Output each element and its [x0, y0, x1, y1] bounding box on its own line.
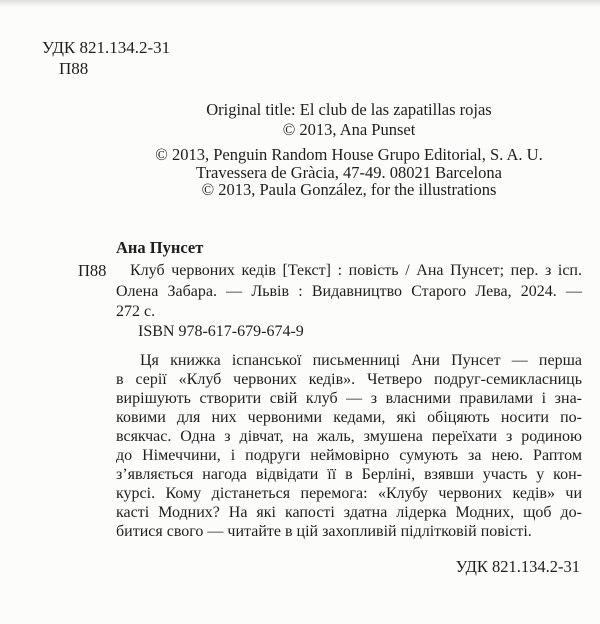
annotation-line: вирішують створити свій клуб — з власними правилами і зна- [116, 390, 582, 407]
annotation-paragraph [116, 351, 582, 541]
publisher-copyright-line: © 2013, Penguin Random House Grupo Editorial, S. A. U. [155, 145, 543, 164]
annotation-line: курсі. Кому дістанеться перемога: «Клубу червоних кедів» чи [116, 485, 582, 502]
annotation-line: касті Модних? На які капості здатна лідерка Модних, щоб до- [116, 504, 582, 521]
original-title-line: Original title: El club de las zapatillas rojas [206, 100, 492, 119]
annotation-line: ковими для них червоними кедами, які обіцяють носити по- [116, 409, 582, 426]
annotation-line: з’являється нагода відвідати її в Берліні, взявши участь у кон- [116, 466, 582, 483]
cip-line: Клуб червоних кедів [Текст] : повість / Ана Пунсет; пер. з ісп. [130, 262, 582, 279]
udk-number: УДК 821.134.2-31 [42, 38, 171, 57]
original-title-block [116, 100, 582, 140]
illustrator-copyright-line: © 2013, Paula González, for the illustrations [201, 180, 497, 199]
cip-author-sign: П88 [78, 261, 107, 280]
author-name: Ана Пунсет [116, 238, 204, 257]
publisher-address-line: Travessera de Gràcia, 47-49. 08021 Barcelona [196, 162, 502, 182]
author-copyright-line: © 2013, Ana Punset [282, 120, 416, 139]
annotation-line: Ця книжка іспанської письменниці Ани Пунсет — перша [140, 352, 582, 369]
isbn: ISBN 978-617-679-674-9 [138, 323, 304, 340]
author-sign-code: П88 [59, 59, 89, 78]
publisher-copyright-block [116, 146, 582, 199]
cip-line: Олена Забара. — Львів : Видавництво Старого Лева, 2024. — [116, 282, 582, 300]
annotation-line: битися свого — читайте в цій захопливій підлітковій повісті. [116, 523, 532, 540]
annotation-line: до Німеччини, і подруги неймовірно сумують за нею. Раптом [116, 447, 582, 464]
catalog-cip-entry [78, 261, 582, 323]
annotation-line: всякчас. Одна з дівчат, на жаль, змушена переїхати з родиною [116, 428, 582, 445]
cip-line: 272 с. [116, 303, 156, 320]
udk-classification-block [42, 37, 170, 79]
annotation-line: в серії «Клуб червоних кедів». Четверо подруг-семикласниць [116, 371, 582, 388]
udk-number-footer: УДК 821.134.2-31 [455, 557, 580, 576]
